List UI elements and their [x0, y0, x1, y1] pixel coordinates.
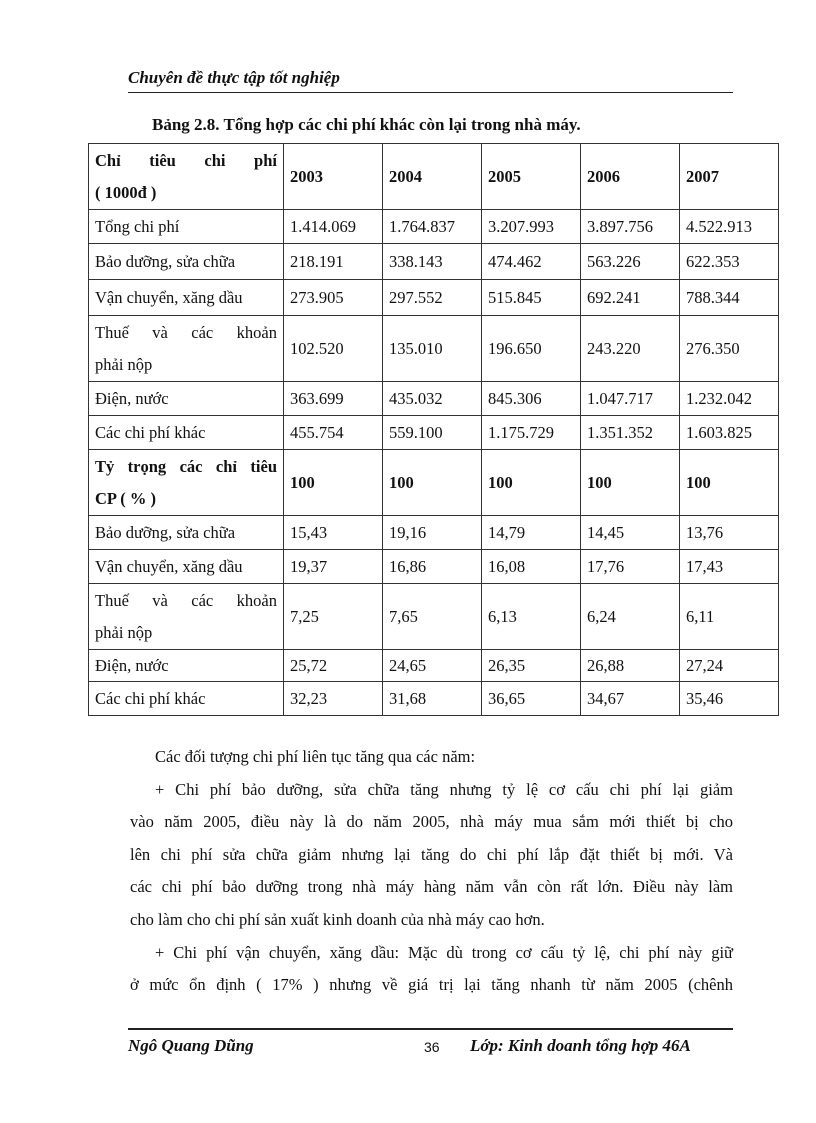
value-cell: 3.207.993: [482, 210, 581, 244]
table-header-row: [89, 144, 779, 210]
value-cell: 3.897.756: [581, 210, 680, 244]
value-cell: 32,23: [284, 682, 383, 716]
value-cell: 1.175.729: [482, 416, 581, 450]
table-row: [89, 210, 779, 244]
table-row: [89, 280, 779, 316]
value-cell: 19,37: [284, 550, 383, 584]
paragraph-line: + Chi phí bảo dưỡng, sửa chữa tăng nhưng tỷ lệ cơ cấu chi phí lại giảm: [155, 779, 733, 799]
value-cell: 363.699: [284, 382, 383, 416]
value-cell: 297.552: [383, 280, 482, 316]
row-label-line: Các chi phí khác: [95, 422, 206, 442]
row-label-line: Tổng chi phí: [95, 216, 180, 236]
value-cell: 276.350: [680, 316, 779, 382]
value-cell: 559.100: [383, 416, 482, 450]
class-label: Lớp: Kinh doanh tổng hợp 46A: [470, 1036, 691, 1055]
row-label-line: phải nộp: [95, 622, 153, 642]
value-cell: 435.032: [383, 382, 482, 416]
document-title: Chuyên đề thực tập tốt nghiệp: [128, 68, 340, 87]
table-caption: Bảng 2.8. Tổng hợp các chi phí khác còn lại trong nhà máy.: [152, 115, 581, 134]
value-cell: 15,43: [284, 516, 383, 550]
paragraph-line: ở mức ổn định ( 17% ) nhưng về giá trị lại tăng nhanh từ năm 2005 (chênh: [130, 975, 733, 995]
row-label-line: Tỷ trọng các chỉ tiêu: [95, 456, 277, 476]
table-row: [89, 516, 779, 550]
paragraph-line: + Chi phí vận chuyển, xăng dầu: Mặc dù trong cơ cấu tỷ lệ, chi phí này giữ: [155, 942, 733, 962]
year-header-cell: 2005: [482, 144, 581, 210]
row-label-cell: [89, 450, 284, 516]
row-label-cell: [89, 584, 284, 650]
year-header-cell: 2006: [581, 144, 680, 210]
value-cell: 6,13: [482, 584, 581, 650]
paragraph-line: Các đối tượng chi phí liên tục tăng qua các năm:: [155, 747, 476, 766]
value-cell: 7,25: [284, 584, 383, 650]
value-cell: 474.462: [482, 244, 581, 280]
value-cell: 4.522.913: [680, 210, 779, 244]
table-row: [89, 244, 779, 280]
value-cell: 100: [482, 450, 581, 516]
row-label-line: Bảo dưỡng, sửa chữa: [95, 522, 236, 542]
value-cell: 17,43: [680, 550, 779, 584]
value-cell: 788.344: [680, 280, 779, 316]
value-cell: 845.306: [482, 382, 581, 416]
row-label-cell: [89, 244, 284, 280]
page-header: [128, 68, 733, 93]
value-cell: 13,76: [680, 516, 779, 550]
value-cell: 100: [383, 450, 482, 516]
row-label-line: Các chi phí khác: [95, 688, 206, 708]
row-label-line: Vận chuyển, xăng dầu: [95, 287, 243, 307]
row-label-line: CP ( % ): [95, 488, 156, 508]
value-cell: 35,46: [680, 682, 779, 716]
value-cell: 243.220: [581, 316, 680, 382]
value-cell: 16,08: [482, 550, 581, 584]
page-footer: [128, 1028, 733, 1060]
value-cell: 1.764.837: [383, 210, 482, 244]
row-label-cell: [89, 650, 284, 682]
value-cell: 455.754: [284, 416, 383, 450]
value-cell: 6,24: [581, 584, 680, 650]
row-label-cell: [89, 316, 284, 382]
page-number: 36: [424, 1039, 440, 1055]
row-label-line: Thuế và các khoản: [95, 590, 277, 610]
table-row: [89, 550, 779, 584]
body-paragraph: [130, 937, 733, 1002]
header-unit-line: ( 1000đ ): [95, 182, 157, 202]
paragraph-line: lên chi phí sửa chữa giảm nhưng lại tăng do chi phí lắp đặt thiết bị mới. Và: [130, 844, 733, 864]
value-cell: 1.414.069: [284, 210, 383, 244]
value-cell: 16,86: [383, 550, 482, 584]
value-cell: 196.650: [482, 316, 581, 382]
value-cell: 25,72: [284, 650, 383, 682]
row-label-line: Thuế và các khoản: [95, 322, 277, 342]
value-cell: 218.191: [284, 244, 383, 280]
value-cell: 1.351.352: [581, 416, 680, 450]
value-cell: 563.226: [581, 244, 680, 280]
value-cell: 24,65: [383, 650, 482, 682]
value-cell: 100: [581, 450, 680, 516]
row-label-cell: [89, 516, 284, 550]
header-label-line: Chỉ tiêu chi phí: [95, 150, 277, 170]
value-cell: 17,76: [581, 550, 680, 584]
value-cell: 100: [284, 450, 383, 516]
row-label-cell: [89, 416, 284, 450]
table-row: [89, 650, 779, 682]
row-label-line: phải nộp: [95, 354, 153, 374]
row-label-cell: [89, 682, 284, 716]
table-row: [89, 584, 779, 650]
row-label-cell: [89, 210, 284, 244]
value-cell: 273.905: [284, 280, 383, 316]
value-cell: 26,88: [581, 650, 680, 682]
table-row: [89, 450, 779, 516]
value-cell: 6,11: [680, 584, 779, 650]
author-name: Ngô Quang Dũng: [128, 1036, 254, 1055]
row-label-cell: [89, 280, 284, 316]
paragraph-line: các chi phí bảo dưỡng trong nhà máy hàng năm vẫn còn rất lớn. Điều này làm: [130, 877, 733, 897]
body-text: [130, 741, 733, 1002]
value-cell: 7,65: [383, 584, 482, 650]
value-cell: 34,67: [581, 682, 680, 716]
value-cell: 1.232.042: [680, 382, 779, 416]
year-header-cell: 2004: [383, 144, 482, 210]
value-cell: 135.010: [383, 316, 482, 382]
value-cell: 692.241: [581, 280, 680, 316]
body-paragraph: [130, 741, 733, 774]
value-cell: 1.603.825: [680, 416, 779, 450]
table-row: [89, 382, 779, 416]
table-row: [89, 316, 779, 382]
year-header-cell: 2003: [284, 144, 383, 210]
value-cell: 102.520: [284, 316, 383, 382]
table-row: [89, 416, 779, 450]
row-label-line: Điện, nước: [95, 655, 169, 675]
value-cell: 31,68: [383, 682, 482, 716]
header-label-cell: [89, 144, 284, 210]
value-cell: 19,16: [383, 516, 482, 550]
row-label-line: Bảo dưỡng, sửa chữa: [95, 251, 236, 271]
row-label-cell: [89, 550, 284, 584]
row-label-line: Vận chuyển, xăng dầu: [95, 556, 243, 576]
table-row: [89, 682, 779, 716]
value-cell: 14,79: [482, 516, 581, 550]
value-cell: 338.143: [383, 244, 482, 280]
paragraph-line: cho làm cho chi phí sản xuất kinh doanh của nhà máy cao hơn.: [130, 909, 545, 929]
paragraph-line: vào năm 2005, điều này là do năm 2005, nhà máy mua sắm mới thiết bị cho: [130, 812, 733, 832]
row-label-cell: [89, 382, 284, 416]
value-cell: 27,24: [680, 650, 779, 682]
value-cell: 26,35: [482, 650, 581, 682]
row-label-line: Điện, nước: [95, 388, 169, 408]
value-cell: 100: [680, 450, 779, 516]
value-cell: 14,45: [581, 516, 680, 550]
cost-summary-table: [88, 143, 779, 716]
value-cell: 515.845: [482, 280, 581, 316]
body-paragraph: [130, 774, 733, 937]
value-cell: 36,65: [482, 682, 581, 716]
value-cell: 622.353: [680, 244, 779, 280]
year-header-cell: 2007: [680, 144, 779, 210]
value-cell: 1.047.717: [581, 382, 680, 416]
